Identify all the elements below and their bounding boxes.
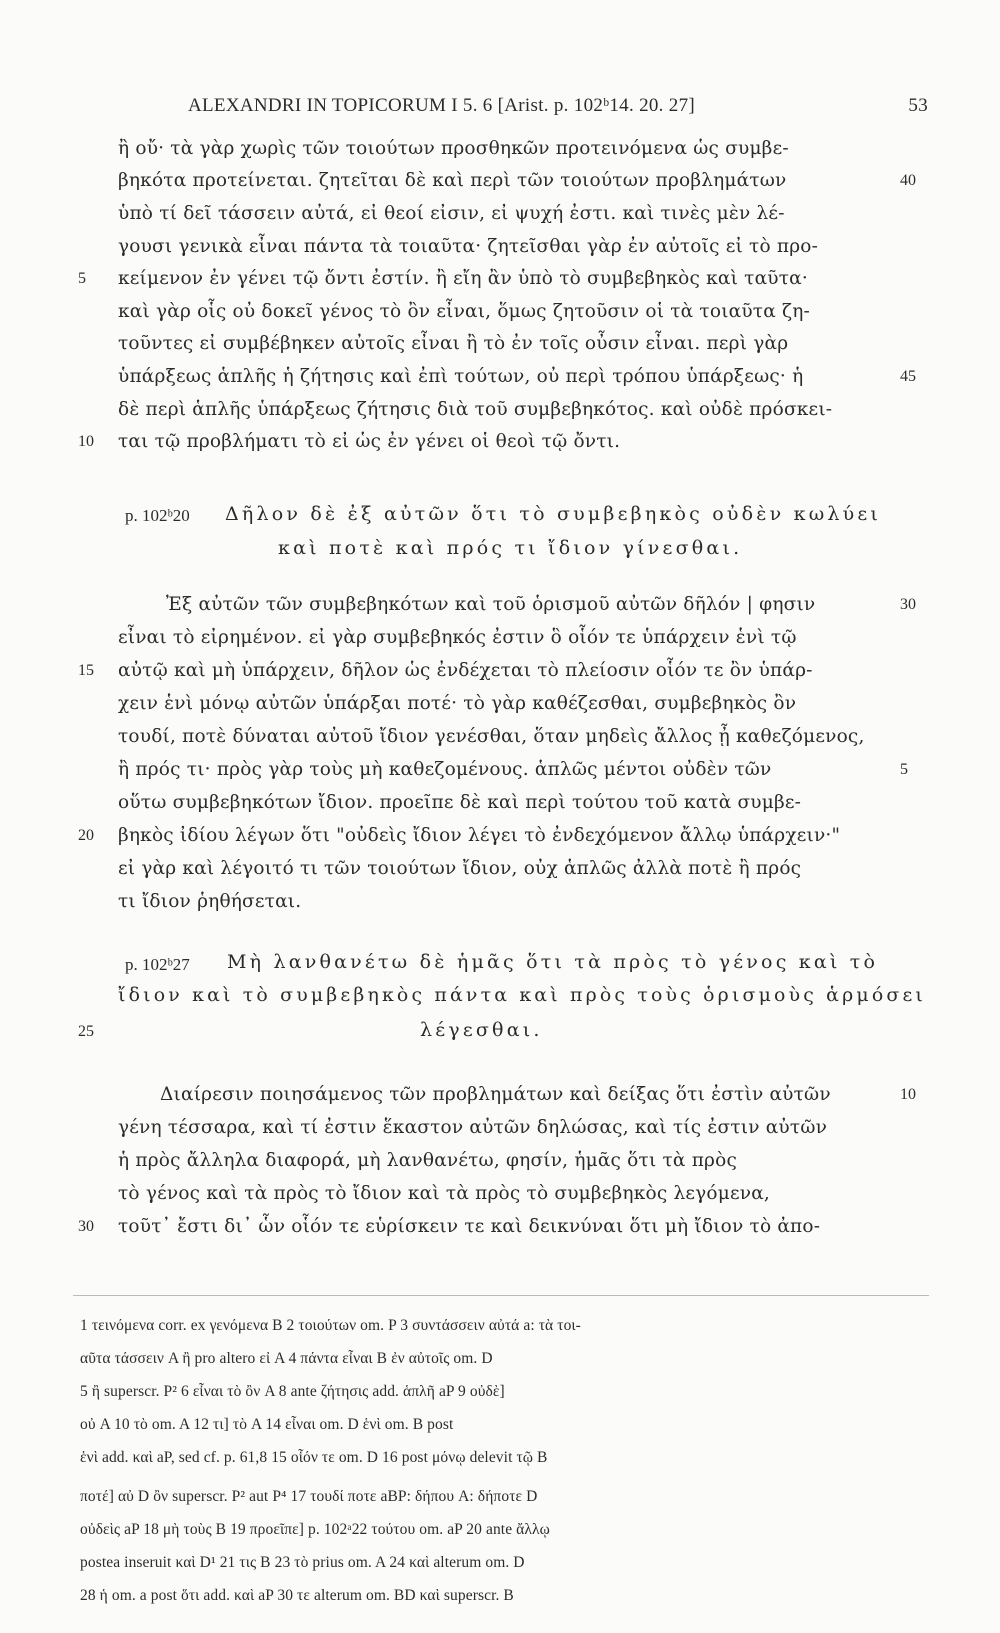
text-line: ἢ οὔ· τὰ γὰρ χωρὶς τῶν τοιούτων προσθηκῶν προτεινόμενα ὡς συμβε- <box>118 138 789 159</box>
text-line: Ἐξ αὐτῶν τῶν συμβεβηκότων καὶ τοῦ ὁρισμοῦ αὐτῶν δῆλόν | φησιν <box>166 594 816 615</box>
text-line: γένη τέσσαρα, καὶ τί ἐστιν ἕκαστον αὐτῶν δηλώσας, καὶ τίς ἐστιν αὐτῶν <box>118 1117 828 1138</box>
line-number: 10 <box>78 433 94 450</box>
margin-number: 30 <box>900 596 916 613</box>
lemma-reference: p. 102ᵇ20 <box>125 506 190 525</box>
line-number: 20 <box>78 827 94 844</box>
line-number: 30 <box>78 1218 94 1235</box>
text-line: ὑπὸ τί δεῖ τάσσειν αὐτά, εἰ θεοί εἰσιν, εἰ ψυχή ἐστι. καὶ τινὲς μὲν λέ- <box>118 203 785 224</box>
footnote-divider <box>73 1295 929 1296</box>
apparatus-line: ἑνὶ add. καὶ aP, sed cf. p. 61,8 15 οἷόν τε om. D 16 post μόνῳ delevit τῷ B <box>80 1449 548 1466</box>
apparatus-line: 5 ἢ superscr. P² 6 εἶναι τὸ ὂν A 8 ante ζήτησις add. ἁπλῆ aP 9 οὐδὲ] <box>80 1383 505 1400</box>
margin-number: 10 <box>900 1086 916 1103</box>
text-line: τὸ γένος καὶ τὰ πρὸς τὸ ἴδιον καὶ τὰ πρὸς τὸ συμβεβηκὸς λεγόμενα, <box>118 1183 770 1204</box>
text-line: τουδί, ποτὲ δύναται αὐτοῦ ἴδιον γενέσθαι, ὅταν μηδεὶς ἄλλος ᾖ καθεζόμενος, <box>118 726 865 747</box>
text-line: χειν ἑνὶ μόνῳ αὐτῶν ὑπάρξαι ποτέ· τὸ γὰρ καθέζεσθαι, συμβεβηκὸς ὂν <box>118 693 797 714</box>
text-line: ἡ πρὸς ἄλληλα διαφορά, μὴ λανθανέτω, φησίν, ἡμᾶς ὅτι τὰ πρὸς <box>118 1150 738 1171</box>
text-line: οὕτω συμβεβηκότων ἴδιον. προεῖπε δὲ καὶ περὶ τούτου τοῦ κατὰ συμβε- <box>118 792 802 813</box>
text-line: Διαίρεσιν ποιησάμενος τῶν προβλημάτων καὶ δείξας ὅτι ἐστὶν αὐτῶν <box>160 1084 831 1105</box>
text-line: αὐτῷ καὶ μὴ ὑπάρχειν, δῆλον ὡς ἐνδέχεται τὸ πλείοσιν οἷόν τε ὂν ὑπάρ- <box>118 660 813 681</box>
text-line: βηκὸς ἰδίου λέγων ὅτι "οὐδεὶς ἴδιον λέγει τὸ ἐνδεχόμενον ἄλλῳ ὑπάρχειν·" <box>118 825 841 846</box>
text-line: ὑπάρξεως ἁπλῆς ἡ ζήτησις καὶ ἐπὶ τούτων, οὐ περὶ τρόπου ὑπάρξεως· ἡ <box>118 366 804 387</box>
text-line: τοῦτ᾽ ἔστι δι᾽ ὧν οἷόν τε εὑρίσκειν τε καὶ δεικνύναι ὅτι μὴ ἴδιον τὸ ἀπο- <box>118 1216 821 1237</box>
apparatus-line: οὐ A 10 τὸ om. A 12 τι] τὸ A 14 εἶναι om. D ἑνὶ om. B post <box>80 1416 454 1433</box>
text-line: δὲ περὶ ἁπλῆς ὑπάρξεως ζήτησις διὰ τοῦ συμβεβηκότος. καὶ οὐδὲ πρόσκει- <box>118 399 833 420</box>
apparatus-line: 1 τεινόμενα corr. ex γενόμενα B 2 τοιούτων om. P 3 συντάσσειν αὐτά a: τὰ τοι- <box>80 1317 581 1334</box>
page-number: 53 <box>908 95 928 116</box>
lemma-heading: Μὴ λανθανέτω δὲ ἡμᾶς ὅτι τὰ πρὸς τὸ γένος καὶ τὸ <box>227 951 879 973</box>
margin-number: 5 <box>900 761 908 778</box>
text-line: ἢ πρός τι· πρὸς γὰρ τοὺς μὴ καθεζομένους. ἁπλῶς μέντοι οὐδὲν τῶν <box>118 759 772 780</box>
running-title: ALEXANDRI IN TOPICORUM I 5. 6 [Arist. p. 102ᵇ14. 20. 27] <box>188 95 695 116</box>
text-line: βηκότα προτείνεται. ζητεῖται δὲ καὶ περὶ τῶν τοιούτων προβλημάτων <box>118 170 787 191</box>
margin-number: 45 <box>900 368 916 385</box>
line-number: 5 <box>78 270 86 287</box>
apparatus-line: 28 ἡ om. a post ὅτι add. καὶ aP 30 τε alterum om. BD καὶ superscr. B <box>80 1587 514 1604</box>
text-line: κείμενον ἐν γένει τῷ ὄντι ἐστίν. ἢ εἴη ἂν ὑπὸ τὸ συμβεβηκὸς καὶ ταῦτα· <box>118 268 808 289</box>
line-number: 25 <box>78 1023 94 1040</box>
line-number: 15 <box>78 662 94 679</box>
lemma-heading: ἴδιον καὶ τὸ συμβεβηκὸς πάντα καὶ πρὸς τοὺς ὁρισμοὺς ἁρμόσει <box>118 984 926 1006</box>
text-line: εἶναι τὸ εἰρημένον. εἰ γὰρ συμβεβηκός ἐστιν ὃ οἷόν τε ὑπάρχειν ἑνὶ τῷ <box>118 627 797 648</box>
lemma-heading: καὶ ποτὲ καὶ πρός τι ἴδιον γίνεσθαι. <box>278 537 743 559</box>
apparatus-line: ποτέ] αὐ D ὂν superscr. P² aut P⁴ 17 τουδί ποτε aBP: δήπου A: δήποτε D <box>80 1488 538 1505</box>
margin-number: 40 <box>900 172 916 189</box>
lemma-heading: λέγεσθαι. <box>420 1019 543 1041</box>
text-line: εἰ γὰρ καὶ λέγοιτό τι τῶν τοιούτων ἴδιον, οὐχ ἁπλῶς ἀλλὰ ποτὲ ἢ πρός <box>118 858 802 879</box>
running-header <box>188 95 928 117</box>
lemma-heading: Δῆλον δὲ ἐξ αὐτῶν ὅτι τὸ συμβεβηκὸς οὐδὲν κωλύει <box>225 503 882 525</box>
text-line: τι ἴδιον ῥηθήσεται. <box>118 891 302 912</box>
lemma-reference: p. 102ᵇ27 <box>125 955 190 974</box>
text-line: τοῦντες εἰ συμβέβηκεν αὐτοῖς εἶναι ἢ τὸ ἐν τοῖς οὖσιν εἶναι. περὶ γὰρ <box>118 333 789 354</box>
text-line: καὶ γὰρ οἷς οὐ δοκεῖ γένος τὸ ὂν εἶναι, ὅμως ζητοῦσιν οἱ τὰ τοιαῦτα ζη- <box>118 301 810 322</box>
text-line: γουσι γενικὰ εἶναι πάντα τὰ τοιαῦτα· ζητεῖσθαι γὰρ ἐν αὐτοῖς εἰ τὸ προ- <box>118 236 819 257</box>
apparatus-line: οὐδεὶς aP 18 μὴ τοὺς B 19 προεῖπε] p. 102ᵃ22 τούτου om. aP 20 ante ἄλλῳ <box>80 1521 550 1538</box>
apparatus-line: αῦτα τάσσειν A ἢ pro altero εἰ A 4 πάντα εἶναι B ἐν αὐτοῖς om. D <box>80 1350 493 1367</box>
text-line: ται τῷ προβλήματι τὸ εἰ ὡς ἐν γένει οἱ θεοὶ τῷ ὄντι. <box>118 431 621 452</box>
apparatus-line: postea inseruit καὶ D¹ 21 τις B 23 τὸ prius om. A 24 καὶ alterum om. D <box>80 1554 525 1571</box>
